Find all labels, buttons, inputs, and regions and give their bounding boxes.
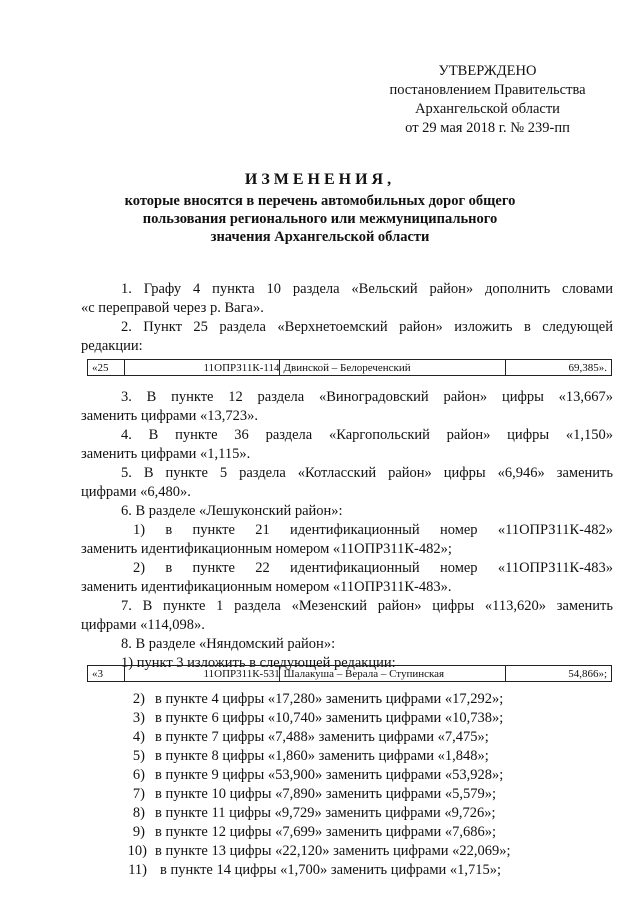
table-cell-number: «25 <box>88 360 125 375</box>
paragraph-5-line-2: цифрами «6,480». <box>81 484 191 500</box>
list-item-number: 10) <box>127 843 147 859</box>
table-cell-empty <box>125 666 200 681</box>
list-item-text: в пункте 12 цифры «7,699» заменить цифрами «7,686»; <box>155 824 497 840</box>
paragraph-2 <box>81 318 613 356</box>
list-item-text: в пункте 11 цифры «9,729» заменить цифрами «9,726»; <box>155 805 496 821</box>
list-item-text: в пункте 14 цифры «1,700» заменить цифрами «1,715»; <box>160 862 502 878</box>
list-item-text: в пункте 4 цифры «17,280» заменить цифрами «17,292»; <box>155 691 504 707</box>
table-cell-id: 11ОПР311К-531 <box>200 666 280 681</box>
paragraph-6-sub-1-line-2: заменить идентификационным номером «11ОПР311К-482»; <box>81 541 452 557</box>
list-item-text: в пункте 13 цифры «22,120» заменить цифрами «22,069»; <box>155 843 511 859</box>
list-item-number: 7) <box>132 786 145 802</box>
subtitle-line-3: значения Архангельской области <box>210 229 430 245</box>
paragraph-1 <box>81 280 613 318</box>
paragraph-4-line-1: 4. В пункте 36 раздела «Каргопольский район» цифры «1,150» <box>121 427 613 443</box>
list-item-text: в пункте 8 цифры «1,860» заменить цифрами «1,848»; <box>155 748 489 764</box>
list-item-text: в пункте 7 цифры «7,488» заменить цифрами «7,475»; <box>155 729 489 745</box>
table-cell-length: 69,385». <box>568 361 607 374</box>
paragraph-7-line-1: 7. В пункте 1 раздела «Мезенский район» цифры «113,620» заменить <box>121 598 613 614</box>
paragraph-8-line-1: 8. В разделе «Няндомский район»: <box>121 636 336 652</box>
paragraph-2-line-2: редакции: <box>81 338 143 354</box>
document-title: ИЗМЕНЕНИЯ, <box>244 171 396 188</box>
list-item-number: 6) <box>132 767 145 783</box>
list-item-number: 4) <box>132 729 145 745</box>
paragraph-7-line-2: цифрами «114,098». <box>81 617 205 633</box>
paragraph-8-line-2: 1) пункт 3 изложить в следующей редакции: <box>121 655 396 671</box>
document-subtitle <box>95 192 545 246</box>
list-item-text: в пункте 10 цифры «7,890» заменить цифрами «5,579»; <box>155 786 497 802</box>
paragraph-6-sub-1-line-1: 1) в пункте 21 идентификационный номер «11ОПРЗ11К-482» <box>133 522 613 538</box>
approval-line-2: Архангельской области <box>415 101 560 117</box>
table-cell-road-name: Двинской – Белореченский <box>280 360 507 375</box>
list-item-number: 11) <box>128 862 147 878</box>
paragraph-3-line-1: 3. В пункте 12 раздела «Виноградовский район» цифры «13,667» <box>121 389 613 405</box>
paragraph-4-line-2: заменить цифрами «1,115». <box>81 446 251 462</box>
paragraph-6-sub-2-line-1: 2) в пункте 22 идентификационный номер «11ОПРЗ11К-483» <box>133 560 613 576</box>
paragraph-1-line-2: «с переправой через р. Вага». <box>81 300 264 316</box>
list-item-number: 5) <box>132 748 145 764</box>
list-item-number: 8) <box>132 805 145 821</box>
paragraph-5 <box>81 464 613 502</box>
paragraph-3-line-2: заменить цифрами «13,723». <box>81 408 259 424</box>
approval-line-3: от 29 мая 2018 г. № 239-пп <box>405 120 570 136</box>
table-cell-length: 54,866»; <box>568 667 607 680</box>
paragraph-4 <box>81 426 613 464</box>
paragraph-5-line-1: 5. В пункте 5 раздела «Котласский район» цифры «6,946» заменить <box>121 465 613 481</box>
list-item-number: 3) <box>132 710 145 726</box>
paragraph-6 <box>81 502 613 597</box>
paragraph-6-line-1: 6. В разделе «Лешуконский район»: <box>121 503 343 519</box>
approval-stamp <box>360 62 615 138</box>
list-item-number: 9) <box>132 824 145 840</box>
approval-line-1: постановлением Правительства <box>389 82 586 98</box>
list-item-text: в пункте 9 цифры «53,900» заменить цифрами «53,928»; <box>155 767 504 783</box>
table-cell-id: 11ОПРЗ11К-114 <box>200 360 280 375</box>
approval-title: УТВЕРЖДЕНО <box>438 63 537 79</box>
table-cell-road-name: Шалакуша – Верала – Ступинская <box>280 666 507 681</box>
list-item-text: в пункте 6 цифры «10,740» заменить цифрами «10,738»; <box>155 710 504 726</box>
paragraph-6-sub-2-line-2: заменить идентификационным номером «11ОПР311К-483». <box>81 579 452 595</box>
paragraph-1-line-1: 1. Графу 4 пункта 10 раздела «Вельский район» дополнить словами <box>121 281 613 297</box>
subtitle-line-2: пользования регионального или межмуниципального <box>142 211 498 227</box>
paragraph-3 <box>81 388 613 426</box>
table-row-3 <box>87 665 612 682</box>
subtitle-line-1: которые вносятся в перечень автомобильных дорог общего <box>124 193 516 209</box>
table-cell-empty <box>125 360 200 375</box>
paragraph-7 <box>81 597 613 635</box>
list-item-number: 2) <box>132 691 145 707</box>
table-cell-number: «3 <box>88 666 125 681</box>
table-row-25 <box>87 359 612 376</box>
paragraph-2-line-1: 2. Пункт 25 раздела «Верхнетоемский район» изложить в следующей <box>121 319 613 335</box>
